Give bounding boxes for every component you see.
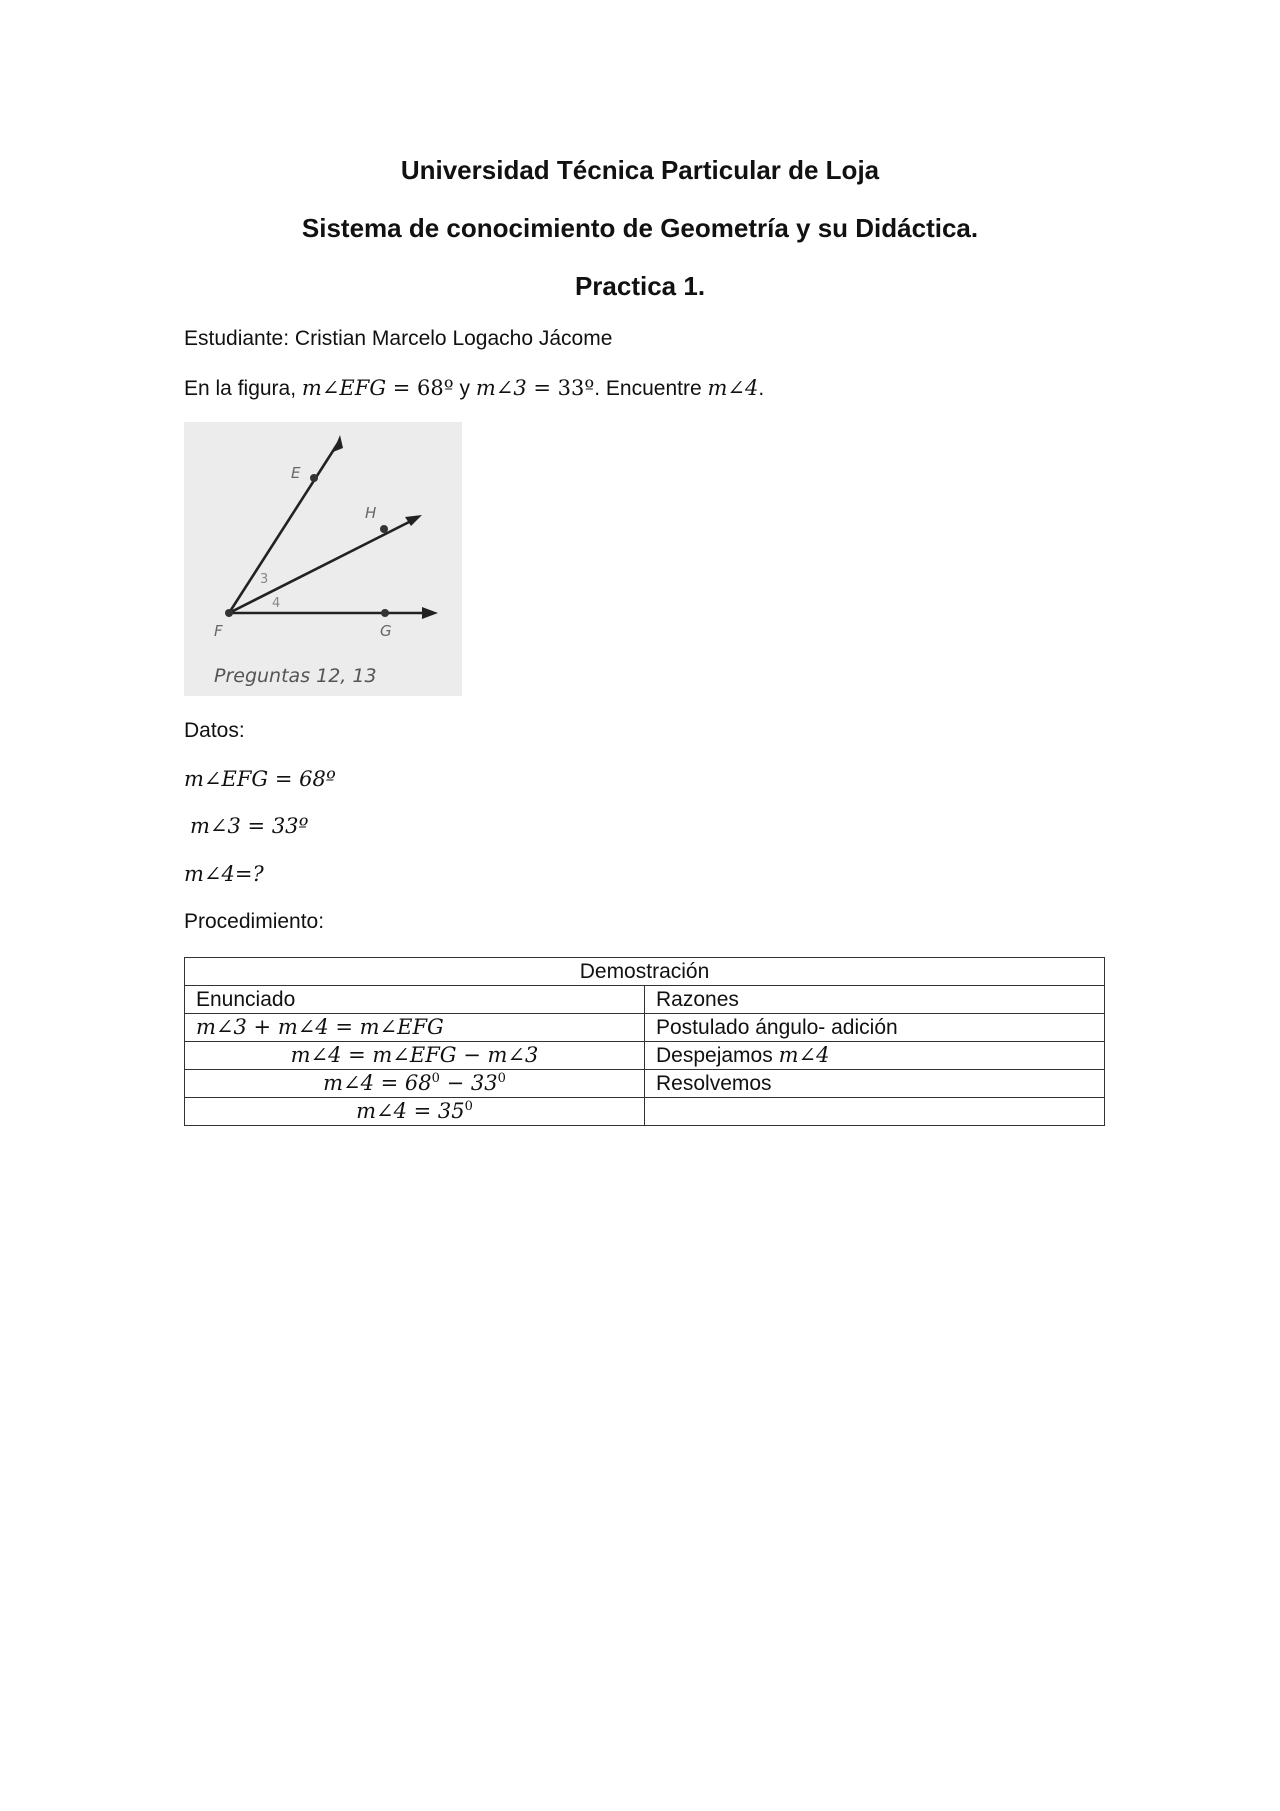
arrow-e bbox=[333, 435, 343, 452]
problem-end: . bbox=[758, 377, 765, 400]
ray-fe bbox=[229, 440, 340, 613]
reason-cell bbox=[645, 1098, 1105, 1126]
table-row bbox=[185, 1014, 1105, 1042]
reason-cell: Postulado ángulo- adición bbox=[645, 1014, 1105, 1042]
statement-base: m∠4 = 35 bbox=[356, 1099, 465, 1123]
statement-cell: m∠4 = m∠EFG − m∠3 bbox=[185, 1042, 645, 1070]
reason-cell: Resolvemos bbox=[645, 1070, 1105, 1098]
angle-label-4: 4 bbox=[272, 596, 281, 611]
label-h: H bbox=[365, 504, 377, 522]
problem-middle: . Encuentre bbox=[594, 377, 708, 400]
angle-4: m∠4 bbox=[707, 376, 759, 400]
datos-label: Datos: bbox=[184, 719, 245, 742]
procedure-label: Procedimiento: bbox=[184, 910, 325, 933]
exponent: 0 bbox=[497, 1071, 506, 1086]
table-row bbox=[185, 1042, 1105, 1070]
angle-efg: m∠EFG bbox=[301, 376, 387, 400]
arrow-h bbox=[405, 515, 422, 526]
datos-item-3: m∠3 = 33º bbox=[190, 814, 309, 838]
label-g: G bbox=[380, 622, 392, 640]
angle-label-3: 3 bbox=[260, 572, 269, 587]
header-enunciado: Enunciado bbox=[185, 986, 645, 1014]
datos-item-efg: m∠EFG = 68º bbox=[184, 767, 336, 791]
demonstration-table bbox=[184, 957, 1105, 1126]
problem-prefix: En la figura, bbox=[184, 377, 302, 400]
angle-3: m∠3 bbox=[475, 376, 527, 400]
course-title: Sistema de conocimiento de Geometría y su Didáctica. bbox=[301, 213, 979, 243]
arrow-g bbox=[422, 607, 438, 619]
reason-cell: Despejamos m∠4 bbox=[645, 1042, 1105, 1070]
table-title: Demostración bbox=[185, 958, 1105, 986]
datos-item-4: m∠4=? bbox=[184, 862, 264, 886]
label-e: E bbox=[291, 464, 301, 482]
exponent: 0 bbox=[431, 1071, 440, 1086]
header-razones: Razones bbox=[645, 986, 1105, 1014]
table-header-row bbox=[185, 986, 1105, 1014]
statement-cell: m∠3 + m∠4 = m∠EFG bbox=[185, 1014, 645, 1042]
point-h bbox=[380, 525, 388, 533]
eq-33: = 33º bbox=[526, 376, 595, 400]
table-row bbox=[185, 1098, 1105, 1126]
problem-statement bbox=[184, 376, 764, 401]
figure-caption: Preguntas 12, 13 bbox=[214, 665, 377, 687]
exponent: 0 bbox=[464, 1099, 473, 1114]
point-e bbox=[310, 474, 318, 482]
eq-68: = 68º bbox=[386, 376, 454, 400]
statement-base: m∠4 = 68 bbox=[323, 1071, 432, 1095]
table-row bbox=[185, 1070, 1105, 1098]
ray-fh bbox=[229, 518, 417, 613]
point-f bbox=[225, 609, 233, 617]
angle-figure bbox=[184, 422, 462, 696]
practice-title: Practica 1. bbox=[574, 271, 706, 301]
statement-mid: − 33 bbox=[439, 1071, 498, 1095]
student-line: Estudiante: Cristian Marcelo Logacho Jácome bbox=[184, 327, 613, 350]
point-g bbox=[381, 609, 389, 617]
label-f: F bbox=[214, 622, 223, 640]
connector-y: y bbox=[453, 377, 476, 400]
university-title: Universidad Técnica Particular de Loja bbox=[400, 155, 880, 185]
table-title-row bbox=[185, 958, 1105, 986]
angle-diagram bbox=[184, 422, 462, 696]
statement-cell bbox=[185, 1098, 645, 1126]
angle-4-ref: m∠4 bbox=[778, 1043, 830, 1067]
statement-cell bbox=[185, 1070, 645, 1098]
